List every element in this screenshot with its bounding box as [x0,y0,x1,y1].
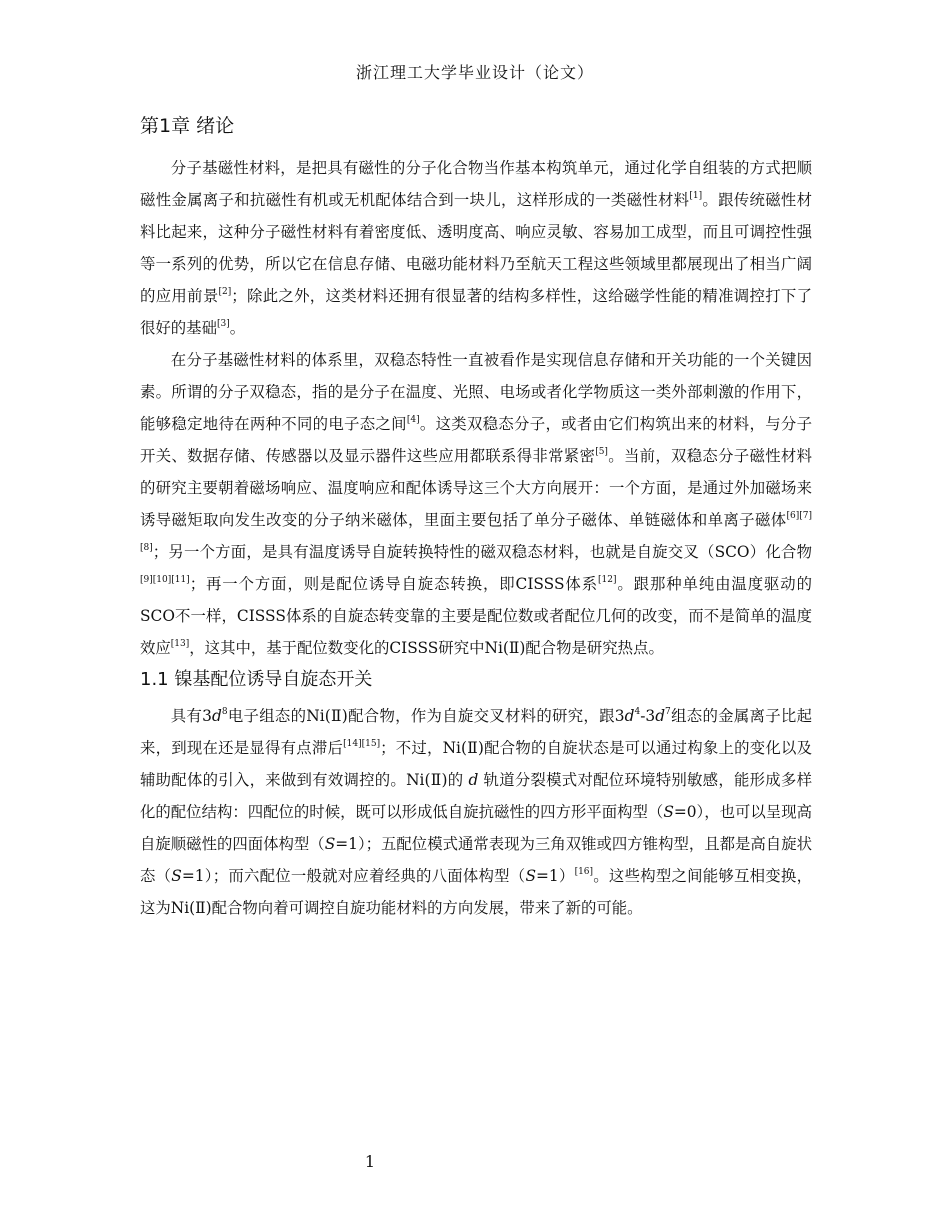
page-body [140,112,812,924]
body-paragraph: 在分子基磁性材料的体系里，双稳态特性一直被看作是实现信息存储和开关功能的一个关键因素。所谓的分子双稳态，指的是分子在温度、光照、电场或者化学物质这一类外部刺激的作用下，能够稳定地待在两种不同的电子态之间[4]。这类双稳态分子，或者由它们构筑出来的材料，与分子开关、数据存储、传感器以及显示器件这些应用都联系得非常紧密[5]。当前，双稳态分子磁性材料的研究主要朝着磁场响应、温度响应和配体诱导这三个大方向展开：一个方面，是通过外加磁场来诱导磁矩取向发生改变的分子纳米磁体，里面主要包括了单分子磁体、单链磁体和单离子磁体[6][7][8]；另一个方面，是具有温度诱导自旋转换特性的磁双稳态材料，也就是自旋交叉（SCO）化合物[9][10][11]；再一个方面，则是配位诱导自旋态转换，即CISSS体系[12]。跟那种单纯由温度驱动的SCO不一样，CISSS体系的自旋态转变靠的主要是配位数或者配位几何的改变，而不是简单的温度效应[13]，这其中，基于配位数变化的CISSS研究中Ni(Ⅱ)配合物是研究热点。 [140,351,812,657]
body-paragraph: 分子基磁性材料，是把具有磁性的分子化合物当作基本构筑单元，通过化学自组装的方式把顺磁性金属离子和抗磁性有机或无机配体结合到一块儿，这样形成的一类磁性材料[1]。跟传统磁性材料比起来，这种分子磁性材料有着密度低、透明度高、响应灵敏、容易加工成型，而且可调控性强等一系列的优势，所以它在信息存储、电磁功能材料乃至航天工程这些领域里都展现出了相当广阔的应用前景[2]；除此之外，这类材料还拥有很显著的结构多样性，这给磁学性能的精准调控打下了很好的基础[3]。 [140,159,812,337]
page-number: 1 [364,1152,376,1171]
section-heading: 1.1 镍基配位诱导自旋态开关 [140,669,373,690]
chapter-title: 第1章 绪论 [140,115,235,137]
body-paragraph: 具有$3d^8$电子组态的Ni(Ⅱ)配合物，作为自旋交叉材料的研究，跟$3d^4-3d^7$组态的金属离子比起来，到现在还是显得有点滞后[14][15]；不过，Ni(Ⅱ)配合物的自旋状态是可以通过构象上的变化以及辅助配体的引入，来做到有效调控的。Ni(Ⅱ)的 d 轨道分裂模式对配位环境特别敏感，能形成多样化的配位结构：四配位的时候，既可以形成低自旋抗磁性的四方形平面构型（S=0），也可以呈现高自旋顺磁性的四面体构型（S=1）；五配位模式通常表现为三角双锥或四方锥构型，且都是高自旋状态（S=1）；而六配位一般就对应着经典的八面体构型（S=1）[16]。这些构型之间能够互相变换，这为Ni(Ⅱ)配合物向着可调控自旋功能材料的方向发展，带来了新的可能。 [140,707,812,917]
running-header: 浙江理工大学毕业设计（论文） [355,63,594,82]
